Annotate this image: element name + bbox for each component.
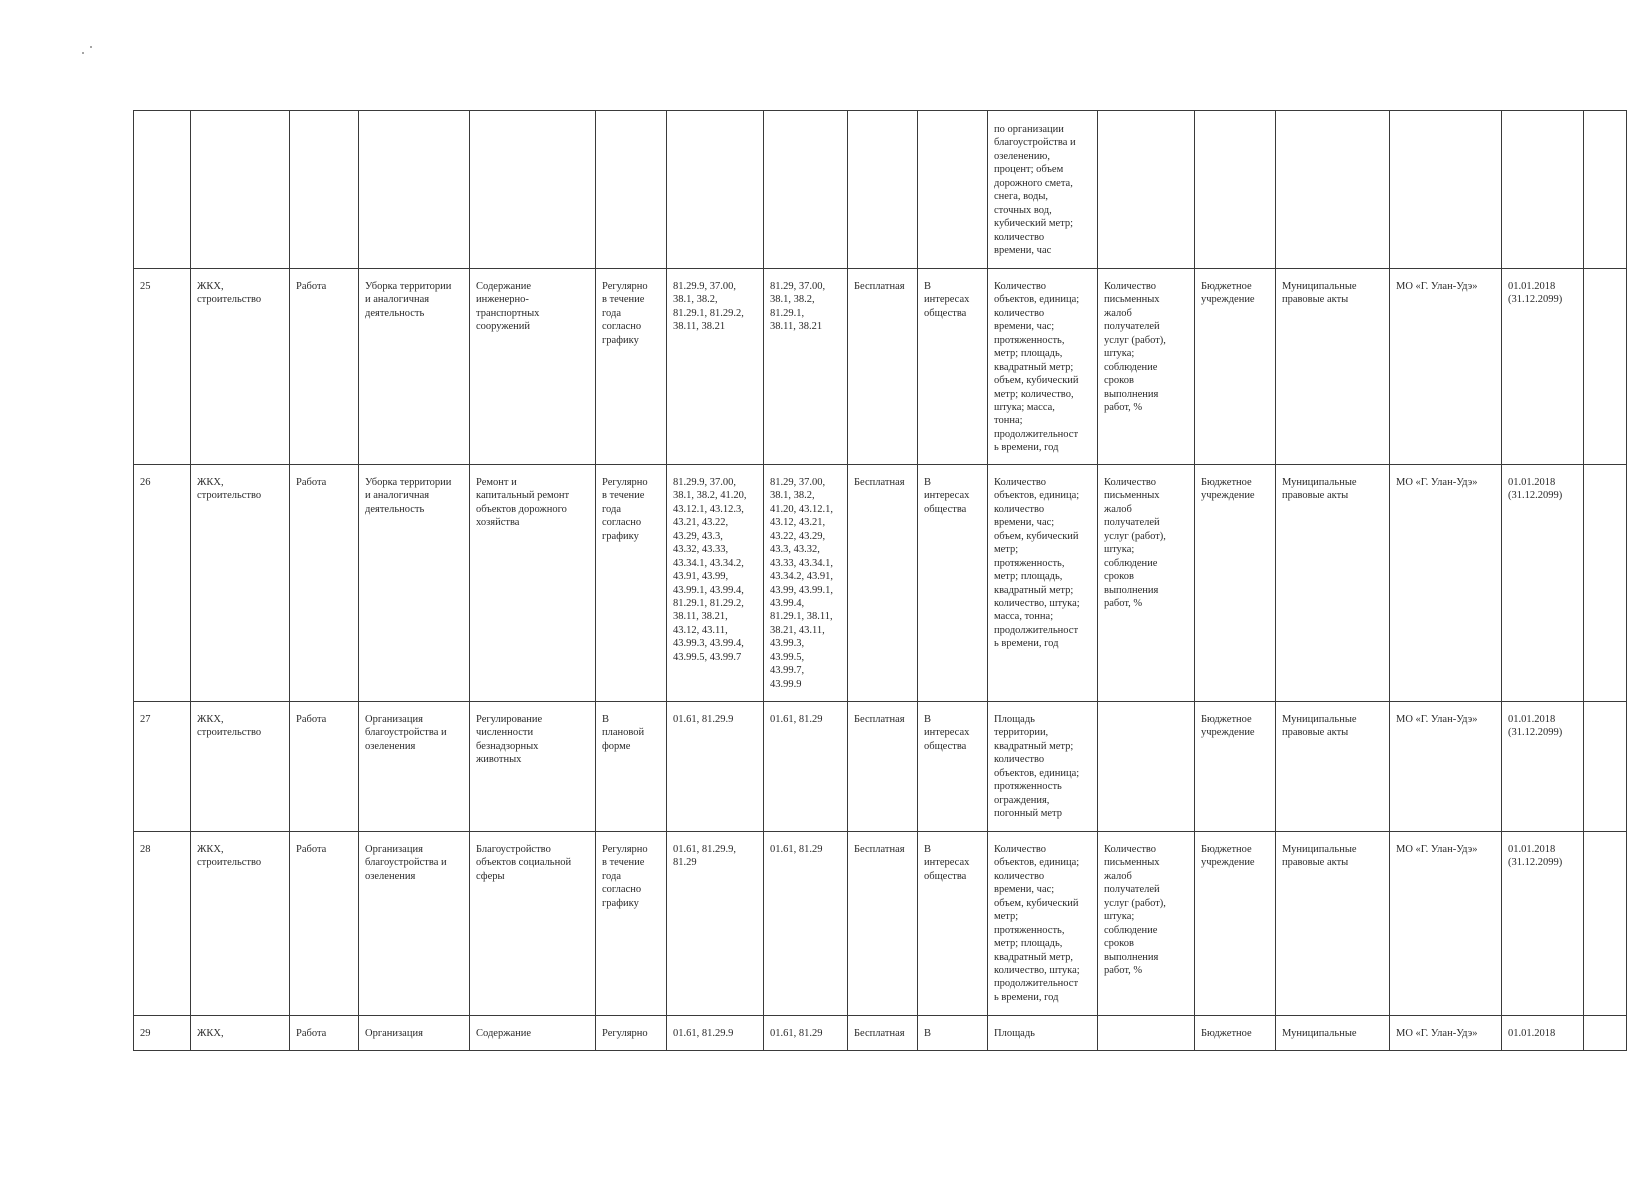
- okved-codes-text: 81.29, 37.00, 38.1, 38.2, 81.29.1, 38.11, 38.21: [770, 281, 826, 333]
- quality-indicators-text: Количество письменных жалоб получателей услуг (работ), штука; соблюдение сроков выполнения работ, %: [1104, 477, 1166, 609]
- quality-indicators-text: Количество письменных жалоб получателей услуг (работ), штука; соблюдение сроков выполнения работ, %: [1104, 281, 1166, 413]
- cell-okved-2: [764, 269, 848, 465]
- cell-num: [134, 1016, 191, 1051]
- okved-codes-text: 01.61, 81.29.9: [673, 1028, 734, 1039]
- authority-text: МО «Г. Улан-Удэ»: [1396, 281, 1478, 292]
- name-text: Уборка территории и аналогичная деятельность: [365, 477, 452, 515]
- cell-acts: [1276, 269, 1390, 465]
- cell-okved-2: [764, 702, 848, 832]
- cell-name: [359, 465, 470, 702]
- cell-name: [359, 269, 470, 465]
- acts-text: Муниципальные правовые акты: [1282, 844, 1357, 869]
- type-text: Работа: [296, 281, 327, 292]
- cell-sphere: [191, 1016, 290, 1051]
- condition-text: В плановой форме: [602, 714, 645, 752]
- volume-indicators-text: Площадь территории, квадратный метр; количество объектов, единица; протяженность ограждения, погонный метр: [994, 714, 1080, 820]
- authority-text: МО «Г. Улан-Удэ»: [1396, 477, 1478, 488]
- table-row: [134, 1016, 1627, 1051]
- cell-content: [470, 269, 596, 465]
- cell-institution: [1195, 269, 1276, 465]
- institution-text: Бюджетное учреждение: [1201, 477, 1255, 502]
- cell-authority: [1390, 1016, 1502, 1051]
- cell-acts: [1276, 111, 1390, 269]
- cell-payment: [848, 1016, 918, 1051]
- interest-text: В интересах общества: [924, 281, 970, 319]
- table-row: [134, 702, 1627, 832]
- cell-acts: [1276, 832, 1390, 1016]
- volume-indicators-text: Площадь: [994, 1028, 1035, 1039]
- cell-volume-indicators: [988, 832, 1098, 1016]
- cell-extra: [1584, 465, 1627, 702]
- cell-condition: [596, 1016, 667, 1051]
- okved-codes-text: 01.61, 81.29.9: [673, 714, 734, 725]
- cell-institution: [1195, 702, 1276, 832]
- cell-sphere: [191, 269, 290, 465]
- cell-payment: [848, 465, 918, 702]
- dates-text: 01.01.2018 (31.12.2099): [1508, 281, 1563, 306]
- cell-dates: [1502, 111, 1584, 269]
- cell-num: [134, 465, 191, 702]
- cell-condition: [596, 702, 667, 832]
- cell-extra: [1584, 832, 1627, 1016]
- cell-volume-indicators: [988, 111, 1098, 269]
- cell-type: [290, 269, 359, 465]
- cell-institution: [1195, 111, 1276, 269]
- cell-num: [134, 269, 191, 465]
- cell-interest: [918, 1016, 988, 1051]
- cell-institution: [1195, 465, 1276, 702]
- payment-text: Бесплатная: [854, 714, 905, 725]
- cell-authority: [1390, 465, 1502, 702]
- cell-type: [290, 111, 359, 269]
- cell-num: [134, 832, 191, 1016]
- institution-text: Бюджетное учреждение: [1201, 714, 1255, 739]
- cell-extra: [1584, 111, 1627, 269]
- cell-payment: [848, 269, 918, 465]
- interest-text: В интересах общества: [924, 714, 970, 752]
- cell-payment: [848, 111, 918, 269]
- cell-okved-1: [667, 832, 764, 1016]
- row-number: 26: [140, 477, 151, 488]
- cell-extra: [1584, 269, 1627, 465]
- interest-text: В интересах общества: [924, 477, 970, 515]
- cell-quality: [1098, 832, 1195, 1016]
- cell-extra: [1584, 702, 1627, 832]
- payment-text: Бесплатная: [854, 281, 905, 292]
- sphere-text: ЖКХ, строительство: [197, 477, 262, 502]
- content-text: Ремонт и капитальный ремонт объектов дорожного хозяйства: [476, 477, 570, 529]
- cell-condition: [596, 465, 667, 702]
- scan-specks: [80, 46, 110, 58]
- row-number: 25: [140, 281, 151, 292]
- dates-text: 01.01.2018: [1508, 1028, 1556, 1039]
- payment-text: Бесплатная: [854, 844, 905, 855]
- cell-name: [359, 702, 470, 832]
- cell-interest: [918, 111, 988, 269]
- sphere-text: ЖКХ,: [197, 1028, 224, 1039]
- okved-codes-text: 81.29.9, 37.00, 38.1, 38.2, 41.20, 43.12.1, 43.12.3, 43.21, 43.22, 43.29, 43.3, 43.32, 43.33, 43.34.1, 43.34.2, 43.91, 43.99, 43.99.1, 43.99.4, 81.29.1, 81.29.2, 38.11, 38.21, 43.12, 43.11, 43.99.3, 43.99.4, 43.99.5, 43.99.7: [673, 477, 747, 663]
- volume-indicators-text: Количество объектов, единица; количество времени, час; протяженность, метр; площадь, квадратный метр; объем, кубический метр; количество, штука; масса, тонна; продолжительност ь времени, год: [994, 281, 1080, 454]
- cell-sphere: [191, 832, 290, 1016]
- cell-type: [290, 1016, 359, 1051]
- scan-speck: [90, 46, 92, 48]
- cell-okved-2: [764, 1016, 848, 1051]
- scan-speck: [82, 52, 84, 54]
- cell-volume-indicators: [988, 269, 1098, 465]
- cell-type: [290, 702, 359, 832]
- cell-dates: [1502, 1016, 1584, 1051]
- cell-volume-indicators: [988, 465, 1098, 702]
- cell-acts: [1276, 702, 1390, 832]
- payment-text: Бесплатная: [854, 1028, 905, 1039]
- cell-sphere: [191, 465, 290, 702]
- content-text: Благоустройство объектов социальной сферы: [476, 844, 572, 882]
- type-text: Работа: [296, 714, 327, 725]
- cell-dates: [1502, 702, 1584, 832]
- authority-text: МО «Г. Улан-Удэ»: [1396, 1028, 1478, 1039]
- cell-interest: [918, 702, 988, 832]
- interest-text: В: [924, 1028, 932, 1039]
- cell-institution: [1195, 1016, 1276, 1051]
- condition-text: Регулярно в течение года согласно графику: [602, 844, 648, 909]
- cell-type: [290, 465, 359, 702]
- cell-okved-1: [667, 111, 764, 269]
- cell-num: [134, 111, 191, 269]
- acts-text: Муниципальные правовые акты: [1282, 281, 1357, 306]
- cell-quality: [1098, 269, 1195, 465]
- cell-sphere: [191, 111, 290, 269]
- name-text: Организация благоустройства и озеленения: [365, 714, 447, 752]
- content-text: Содержание инженерно- транспортных сооружений: [476, 281, 540, 333]
- cell-okved-1: [667, 269, 764, 465]
- sphere-text: ЖКХ, строительство: [197, 844, 262, 869]
- okved-codes-text: 81.29.9, 37.00, 38.1, 38.2, 81.29.1, 81.29.2, 38.11, 38.21: [673, 281, 744, 333]
- cell-dates: [1502, 832, 1584, 1016]
- table-row: [134, 465, 1627, 702]
- cell-authority: [1390, 832, 1502, 1016]
- content-text: Регулирование численности безнадзорных животных: [476, 714, 543, 766]
- cell-num: [134, 702, 191, 832]
- type-text: Работа: [296, 1028, 327, 1039]
- cell-content: [470, 702, 596, 832]
- cell-content: [470, 1016, 596, 1051]
- type-text: Работа: [296, 477, 327, 488]
- acts-text: Муниципальные правовые акты: [1282, 714, 1357, 739]
- cell-quality: [1098, 465, 1195, 702]
- okved-codes-text: 01.61, 81.29.9, 81.29: [673, 844, 736, 869]
- okved-codes-text: 01.61, 81.29: [770, 1028, 823, 1039]
- cell-condition: [596, 111, 667, 269]
- name-text: Организация благоустройства и озеленения: [365, 844, 447, 882]
- cell-interest: [918, 832, 988, 1016]
- cell-authority: [1390, 111, 1502, 269]
- cell-interest: [918, 269, 988, 465]
- cell-name: [359, 1016, 470, 1051]
- cell-content: [470, 111, 596, 269]
- cell-content: [470, 832, 596, 1016]
- services-register-table: [133, 110, 1627, 1051]
- condition-text: Регулярно в течение года согласно графику: [602, 281, 648, 346]
- authority-text: МО «Г. Улан-Удэ»: [1396, 844, 1478, 855]
- cell-extra: [1584, 1016, 1627, 1051]
- institution-text: Бюджетное учреждение: [1201, 844, 1255, 869]
- dates-text: 01.01.2018 (31.12.2099): [1508, 477, 1563, 502]
- cell-authority: [1390, 702, 1502, 832]
- cell-interest: [918, 465, 988, 702]
- row-number: 28: [140, 844, 151, 855]
- authority-text: МО «Г. Улан-Удэ»: [1396, 714, 1478, 725]
- cell-quality: [1098, 1016, 1195, 1051]
- cell-acts: [1276, 465, 1390, 702]
- quality-indicators-text: Количество письменных жалоб получателей услуг (работ), штука; соблюдение сроков выполнения работ, %: [1104, 844, 1166, 976]
- cell-volume-indicators: [988, 702, 1098, 832]
- cell-okved-2: [764, 465, 848, 702]
- acts-text: Муниципальные: [1282, 1028, 1357, 1039]
- institution-text: Бюджетное учреждение: [1201, 281, 1255, 306]
- cell-payment: [848, 832, 918, 1016]
- acts-text: Муниципальные правовые акты: [1282, 477, 1357, 502]
- content-text: Содержание: [476, 1028, 532, 1039]
- name-text: Организация: [365, 1028, 423, 1039]
- cell-volume-indicators: [988, 1016, 1098, 1051]
- okved-codes-text: 01.61, 81.29: [770, 844, 823, 855]
- cell-okved-2: [764, 111, 848, 269]
- cell-condition: [596, 832, 667, 1016]
- okved-codes-text: 01.61, 81.29: [770, 714, 823, 725]
- cell-sphere: [191, 702, 290, 832]
- volume-indicators-text: Количество объектов, единица; количество времени, час; объем, кубический метр; протяженность, метр; площадь, квадратный метр, количество, штука; продолжительност ь времени, год: [994, 844, 1080, 1003]
- sphere-text: ЖКХ, строительство: [197, 714, 262, 739]
- institution-text: Бюджетное: [1201, 1028, 1252, 1039]
- cell-name: [359, 111, 470, 269]
- cell-okved-1: [667, 465, 764, 702]
- okved-codes-text: 81.29, 37.00, 38.1, 38.2, 41.20, 43.12.1, 43.12, 43.21, 43.22, 43.29, 43.3, 43.32, 43.33, 43.34.1, 43.34.2, 43.91, 43.99, 43.99.1, 43.99.4, 81.29.1, 38.11, 38.21, 43.11, 43.99.3, 43.99.5, 43.99.7, 43.99.9: [770, 477, 833, 690]
- cell-quality: [1098, 702, 1195, 832]
- cell-payment: [848, 702, 918, 832]
- cell-acts: [1276, 1016, 1390, 1051]
- table-row: [134, 269, 1627, 465]
- volume-indicators-text: Количество объектов, единица; количество времени, час; объем, кубический метр; протяженность, метр; площадь, квадратный метр; количество, штука; масса, тонна; продолжительност ь времени, год: [994, 477, 1080, 650]
- table-row: [134, 832, 1627, 1016]
- row-number: 29: [140, 1028, 151, 1039]
- cell-authority: [1390, 269, 1502, 465]
- cell-name: [359, 832, 470, 1016]
- condition-text: Регулярно в течение года согласно графику: [602, 477, 648, 542]
- cell-type: [290, 832, 359, 1016]
- interest-text: В интересах общества: [924, 844, 970, 882]
- dates-text: 01.01.2018 (31.12.2099): [1508, 844, 1563, 869]
- cell-okved-2: [764, 832, 848, 1016]
- cell-quality: [1098, 111, 1195, 269]
- dates-text: 01.01.2018 (31.12.2099): [1508, 714, 1563, 739]
- payment-text: Бесплатная: [854, 477, 905, 488]
- cell-institution: [1195, 832, 1276, 1016]
- table-row-continuation: [134, 111, 1627, 269]
- cell-okved-1: [667, 1016, 764, 1051]
- cell-condition: [596, 269, 667, 465]
- volume-indicators-text: по организации благоустройства и озеленению, процент; объем дорожного смета, снега, воды, сточных вод, кубический метр; количество времени, час: [994, 124, 1076, 256]
- cell-okved-1: [667, 702, 764, 832]
- cell-dates: [1502, 269, 1584, 465]
- row-number: 27: [140, 714, 151, 725]
- name-text: Уборка территории и аналогичная деятельность: [365, 281, 452, 319]
- sphere-text: ЖКХ, строительство: [197, 281, 262, 306]
- cell-dates: [1502, 465, 1584, 702]
- cell-content: [470, 465, 596, 702]
- condition-text: Регулярно: [602, 1028, 648, 1039]
- type-text: Работа: [296, 844, 327, 855]
